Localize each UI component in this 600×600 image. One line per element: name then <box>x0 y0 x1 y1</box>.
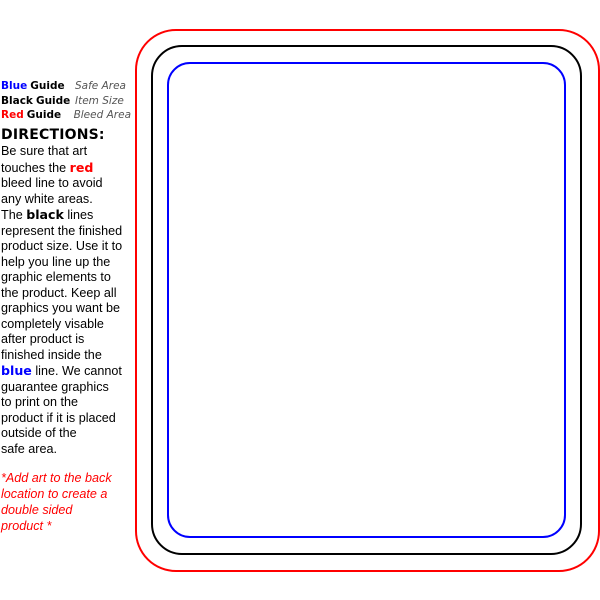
legend-guide-word: Guide <box>35 94 71 107</box>
keyword-blue: blue <box>1 363 32 378</box>
directions-text-4: line. We cannot guarantee graphics to print on the product if it is placed outside of the safe area. <box>1 364 122 456</box>
directions-title: DIRECTIONS: <box>1 127 105 143</box>
keyword-black: black <box>26 207 64 222</box>
directions-text-2: bleed line to avoid any white areas. The <box>1 176 103 222</box>
double-sided-note: *Add art to the back location to create a double sided product * <box>1 471 112 533</box>
keyword-red: red <box>69 159 94 175</box>
directions-text-3: lines represent the finished product size. Use it to help you line up the graphic elements to the product. Keep all graphics you want be completely visable after product is finished inside the <box>1 208 123 362</box>
legend-guide-word: Guide <box>26 109 62 121</box>
legend-guide-word: Guide <box>30 80 65 92</box>
item-size-outline <box>152 46 581 554</box>
directions-text-1: Be sure that art touches the <box>1 144 88 175</box>
legend-desc-bleed-area: Bleed Area <box>73 109 131 121</box>
legend-desc-safe-area: Safe Area <box>75 80 126 92</box>
legend-desc-item-size: Item Size <box>75 94 124 107</box>
legend-color-red: Red <box>1 109 24 121</box>
legend-color-blue: Blue <box>1 80 28 92</box>
bleed-area-outline <box>136 30 599 571</box>
legend-color-black: Black <box>1 94 33 107</box>
safe-area-outline <box>168 63 565 537</box>
